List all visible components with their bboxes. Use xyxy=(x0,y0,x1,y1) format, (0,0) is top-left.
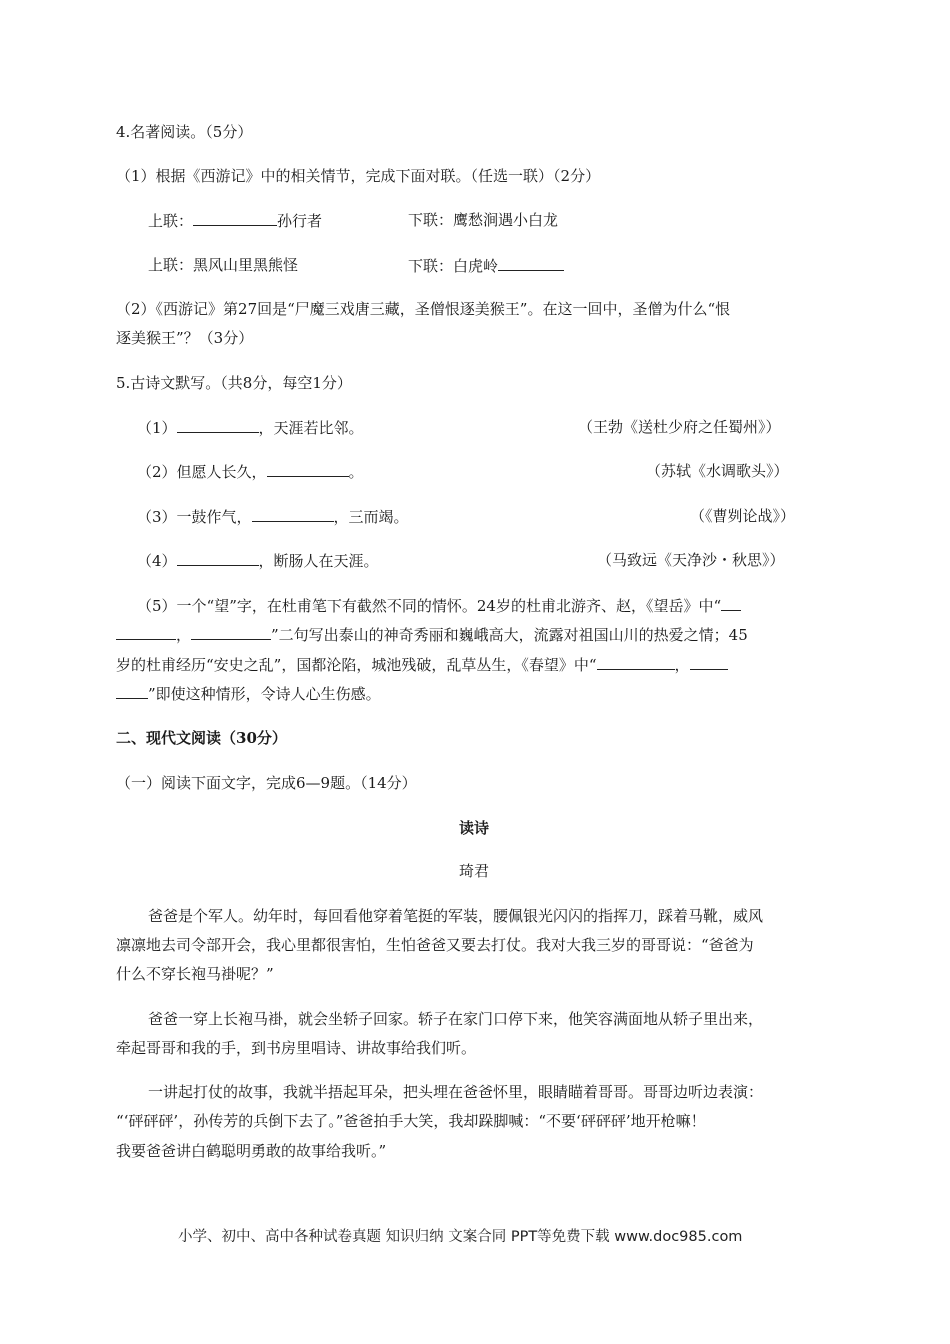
q5-item5-line1 xyxy=(137,595,741,616)
q5-item5-line4 xyxy=(116,683,381,704)
article-p3-line1: 一讲起打仗的故事，我就半捂起耳朵，把头埋在爸爸怀里，眼睛瞄着哥哥。哥哥边听边表演： xyxy=(148,1083,764,1101)
section2-part1: （一）阅读下面文字，完成6—9题。（14分） xyxy=(116,774,417,792)
item-text: ， xyxy=(176,626,192,644)
answer-blank[interactable] xyxy=(177,417,259,433)
couplet2-lower xyxy=(408,255,564,276)
answer-blank[interactable] xyxy=(116,624,176,640)
article-p2-line2: 牵起哥哥和我的手，到书房里唱诗、讲故事给我们听。 xyxy=(116,1039,477,1057)
q5-item3 xyxy=(137,506,409,527)
q5-item4 xyxy=(137,550,379,571)
q5-item3-source: （《曹刿论战》） xyxy=(690,507,796,525)
answer-blank[interactable] xyxy=(721,595,741,611)
couplet1-upper-text: 孙行者 xyxy=(277,212,323,230)
answer-blank[interactable] xyxy=(116,683,148,699)
answer-blank[interactable] xyxy=(177,550,259,566)
q5-item5-line2 xyxy=(116,624,748,645)
couplet1-upper-label: 上联： xyxy=(148,212,194,230)
answer-blank[interactable] xyxy=(252,506,334,522)
answer-blank[interactable] xyxy=(498,255,564,271)
answer-blank[interactable] xyxy=(267,461,349,477)
q4-sub2-line2: 逐美猴王”？（3分） xyxy=(116,329,254,347)
item-text: （3）一鼓作气， xyxy=(137,508,252,526)
q5-item2-source: （苏轼《水调歌头》） xyxy=(646,462,789,480)
article-p2-line1: 爸爸一穿上长袍马褂，就会坐轿子回家。轿子在家门口停下来，他笑容满面地从轿子里出来， xyxy=(148,1010,764,1028)
section2-title: 二、现代文阅读（30分） xyxy=(116,729,287,747)
item-text: ”即使这种情形，令诗人心生伤感。 xyxy=(148,685,381,703)
article-p1-line1: 爸爸是个军人。幼年时，每回看他穿着笔挺的军装，腰佩银光闪闪的指挥刀，踩着马靴，威风 xyxy=(148,907,764,925)
item-number: （4） xyxy=(137,552,177,570)
q5-item4-source: （马致远《天净沙・秋思》） xyxy=(597,551,785,569)
item-text: ，断肠人在天涯。 xyxy=(258,552,379,570)
q4-title: 4.名著阅读。（5分） xyxy=(116,123,253,141)
q5-item1-source: （王勃《送杜少府之任蜀州》） xyxy=(578,418,781,436)
article-p1-line3: 什么不穿长袍马褂呢？” xyxy=(116,965,274,983)
q5-item5-line3 xyxy=(116,654,728,675)
q5-item1 xyxy=(137,417,364,438)
q5-item2 xyxy=(137,461,364,482)
article-author: 琦君 xyxy=(459,862,490,880)
couplet1-lower: 下联：鹰愁涧遇小白龙 xyxy=(408,211,559,229)
item-number: （1） xyxy=(137,419,177,437)
item-text-end: 。 xyxy=(348,463,364,481)
article-title: 读诗 xyxy=(459,819,490,837)
item-text: ”二句写出泰山的神奇秀丽和巍峨高大，流露对祖国山川的热爱之情；45 xyxy=(271,626,748,644)
couplet2-lower-label: 下联：白虎岭 xyxy=(408,257,499,275)
item-text-end: ，三而竭。 xyxy=(333,508,409,526)
answer-blank[interactable] xyxy=(690,654,728,670)
q5-title: 5.古诗文默写。（共8分，每空1分） xyxy=(116,374,352,392)
item-text: ， xyxy=(674,656,690,674)
article-p3-line3: 我要爸爸讲白鹤聪明勇敢的故事给我听。” xyxy=(116,1142,387,1160)
answer-blank[interactable] xyxy=(597,654,675,670)
item-text: 岁的杜甫经历“安史之乱”，国都沦陷，城池残破，乱草丛生，《春望》中“ xyxy=(116,656,597,674)
couplet1-upper xyxy=(148,210,322,231)
answer-blank[interactable] xyxy=(193,210,277,226)
item-text: （2）但愿人长久， xyxy=(137,463,267,481)
item-text: ，天涯若比邻。 xyxy=(258,419,364,437)
answer-blank[interactable] xyxy=(191,624,271,640)
article-p1-line2: 凛凛地去司令部开会，我心里都很害怕，生怕爸爸又要去打仗。我对大我三岁的哥哥说：“爸爸为 xyxy=(116,936,754,954)
footer-text: 小学、初中、高中各种试卷真题 知识归纳 文案合同 PPT等免费下载 www.doc985.com xyxy=(178,1229,743,1245)
item-text: （5）一个“望”字，在杜甫笔下有截然不同的情怀。24岁的杜甫北游齐、赵，《望岳》中“ xyxy=(137,597,722,615)
q4-sub1: （1）根据《西游记》中的相关情节，完成下面对联。（任选一联）（2分） xyxy=(116,167,601,185)
q4-sub2-line1: （2）《西游记》第27回是“尸魔三戏唐三藏，圣僧恨逐美猴王”。在这一回中，圣僧为什么“恨 xyxy=(116,300,731,318)
article-p3-line2: “‘砰砰砰’，孙传芳的兵倒下去了。”爸爸拍手大笑，我却跺脚喊：“不要‘砰砰砰’地开枪嘛！ xyxy=(116,1112,706,1130)
couplet2-upper: 上联：黑风山里黑熊怪 xyxy=(148,256,299,274)
